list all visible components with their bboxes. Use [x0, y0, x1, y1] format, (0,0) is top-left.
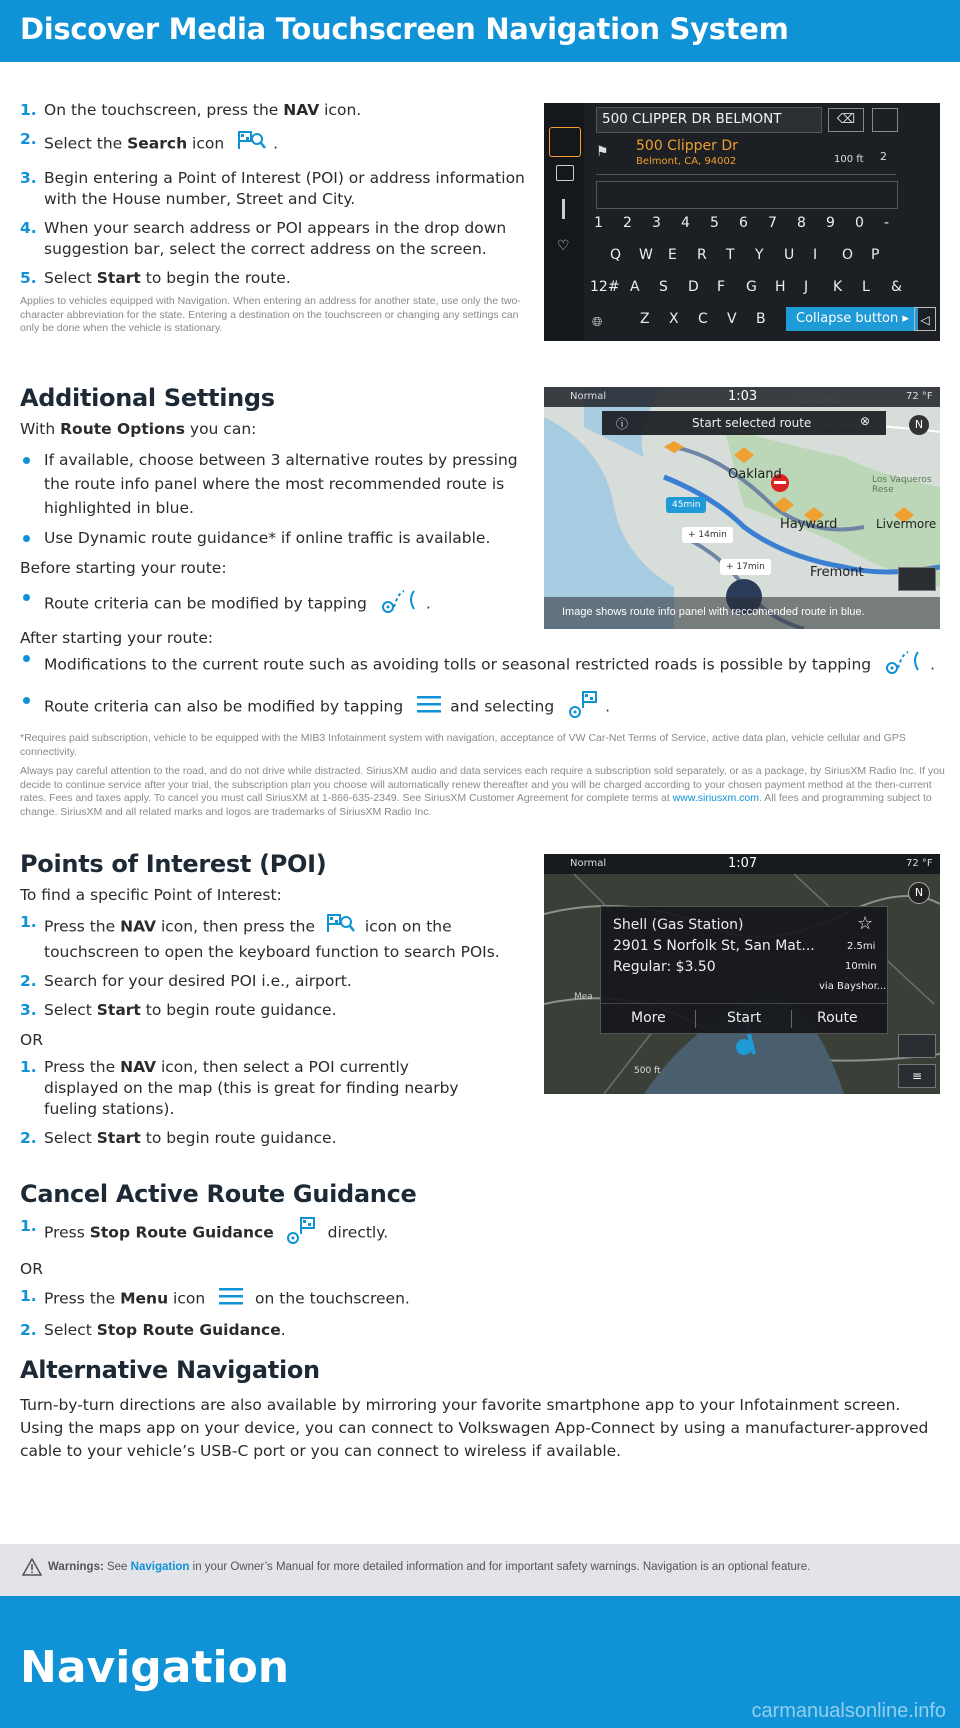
keyboard-key[interactable]: H [775, 279, 786, 295]
footnote-siriusxm: Always pay careful attention to the road, and do not drive while distracted. SiriusXM audio and data services each require a subscription sold separately, or as a package, by SiriusXM Radio Inc. If you decide to continue service after your trial, the subscription plan you choose will automatically renew thereafter and you will be charged according to your chosen payment method at the then-current rates. Fees and taxes apply. To cancel you must call SiriusXM at 1-866-635-2349. See SiriusXM Customer Agreement for complete terms at www.siriusxm.com. All fees and programming subject to change. SiriusXM and all related marks and logos are trademarks of SiriusXM Radio Inc. [20, 765, 945, 818]
poi-steps-list-alt [20, 1057, 510, 1149]
route-map-screenshot [544, 387, 940, 629]
keyboard-key[interactable]: Y [755, 247, 764, 263]
city-label: Fremont [810, 565, 864, 580]
cancel-route-section [20, 1180, 540, 1341]
keyboard-key[interactable]: 0 [855, 215, 864, 231]
keyboard-key[interactable]: Q [610, 247, 622, 263]
poi-intro: To find a specific Point of Interest: [20, 886, 282, 904]
suggestion-row[interactable]: ⚑ 500 Clipper Dr Belmont, CA, 94002 100 ft 2 [596, 136, 896, 175]
list-item: Modifications to the current route such as avoiding tolls or seasonal restricted roads is possible by tapping . [20, 648, 945, 682]
more-button[interactable]: More [631, 1010, 666, 1026]
route-button[interactable]: Route [817, 1010, 858, 1026]
list-item: 3. Select Start to begin route guidance. [20, 1001, 337, 1019]
cancel-steps-list [20, 1216, 540, 1250]
route-settings-button[interactable] [898, 1034, 936, 1058]
menu-icon [416, 694, 442, 720]
nav-steps-list [20, 100, 530, 289]
keyboard-key[interactable]: L [862, 279, 870, 295]
keyboard-key[interactable]: 1 [594, 215, 603, 231]
warning-icon [22, 1558, 42, 1580]
nav-search-icon[interactable] [549, 127, 581, 157]
empty-suggestion-field[interactable] [596, 181, 898, 209]
keyboard-key[interactable]: 8 [797, 215, 806, 231]
additional-settings-title: Additional Settings [20, 384, 275, 412]
keyboard-key[interactable]: 3 [652, 215, 661, 231]
cancel-route-title: Cancel Active Route Guidance [20, 1180, 417, 1208]
city-label: Los Vaqueros Rese [872, 475, 932, 495]
backspace-button[interactable]: ⌫ [828, 108, 864, 132]
cancel-steps-list-alt [20, 1286, 540, 1341]
keyboard-key[interactable]: S [659, 279, 668, 295]
keyboard-key[interactable]: 6 [739, 215, 748, 231]
collapse-arrow-icon[interactable]: ◁ [914, 307, 936, 331]
keyboard-key[interactable]: F [717, 279, 726, 295]
keyboard-key[interactable]: - [884, 215, 890, 231]
keyboard-key[interactable]: O [842, 247, 854, 263]
keyboard-key[interactable]: C [698, 311, 708, 327]
flag-icon: ⚑ [596, 144, 609, 160]
siriusxm-link[interactable]: www.siriusxm.com [672, 792, 760, 804]
route-time-badge[interactable]: + 14min [682, 527, 733, 543]
poi-section [20, 850, 510, 1149]
more-icon[interactable] [562, 199, 565, 219]
header-bar [0, 0, 960, 62]
compass-icon[interactable]: N [909, 415, 929, 435]
keyboard-key[interactable]: U [784, 247, 795, 263]
list-item: 1. Press Stop Route Guidance directly. [20, 1216, 540, 1250]
additional-settings-section [20, 384, 530, 649]
star-icon[interactable]: ☆ [857, 913, 874, 934]
after-route-list [20, 648, 945, 724]
poi-action-bar [601, 1003, 887, 1034]
menu-button[interactable]: ≡ [898, 1064, 936, 1088]
search-nav-icon [326, 912, 356, 942]
poi-title: Points of Interest (POI) [20, 850, 327, 878]
list-item: 2. Select Start to begin route guidance. [20, 1129, 337, 1147]
stop-route-icon [285, 1216, 317, 1250]
before-route-label: Before starting your route: [20, 559, 227, 577]
route-settings-icon [380, 587, 420, 621]
keyboard-key[interactable]: Z [640, 311, 650, 327]
city-label: Concord [796, 395, 838, 406]
status-bar: Normal 1:03 72 °F [544, 387, 940, 407]
footer-bar [0, 1596, 960, 1728]
city-label: Oakland [728, 467, 782, 482]
list-item: 1. Press the NAV icon, then select a POI currently displayed on the map (this is great for finding nearby fueling stations). [20, 1058, 459, 1118]
list-item: Use Dynamic route guidance* if online traffic is available. [20, 528, 530, 549]
list-item: Route criteria can be modified by tapping . [20, 587, 530, 621]
keyboard-key[interactable]: 4 [681, 215, 690, 231]
keyboard-key[interactable]: X [669, 311, 679, 327]
keyboard-key[interactable]: D [688, 279, 699, 295]
map-icon[interactable] [556, 165, 574, 181]
alternative-navigation-title: Alternative Navigation [20, 1356, 320, 1384]
keyboard-key[interactable]: R [697, 247, 707, 263]
or-label: OR [20, 1260, 43, 1278]
nav-note: Applies to vehicles equipped with Navigation. When entering an address for another state, use only the two-character abbreviation for the state. Entering a destination on the touchscreen or changing any settings can only be done when the vehicle is stationary. [20, 295, 521, 334]
keyboard-key[interactable]: K [833, 279, 843, 295]
start-selected-route-banner[interactable]: ⓘ Start selected route ⊗ [602, 411, 886, 435]
keyboard-key[interactable]: G [746, 279, 757, 295]
after-route-label: After starting your route: [20, 629, 214, 647]
keyboard-key[interactable]: 7 [768, 215, 777, 231]
route-time-badge[interactable]: + 17min [720, 559, 771, 575]
list-item: If available, choose between 3 alternative routes by pressing the route info panel where the most recommended route is highlighted in blue. [20, 448, 529, 520]
list-item: 1. Press the NAV icon, then press the icon on the touchscreen to open the keyboard function to search POIs. [20, 913, 500, 961]
alternative-navigation-body: Turn-by-turn directions are also available by mirroring your favorite smartphone app to your Infotainment screen. Using the maps app on your device, you can connect to Volkswagen App-Connect by using a manufacturer-approved cable to your vehicle’s USB-C port or you can connect to wireless if available. [20, 1396, 929, 1460]
list-item: 2. Select Stop Route Guidance. [20, 1321, 286, 1339]
watermark: carmanualsonline.info [751, 1700, 946, 1722]
search-keyboard-screenshot [544, 103, 940, 341]
route-options-intro: With Route Options you can: [20, 420, 257, 438]
poi-info-card[interactable]: Shell (Gas Station) ☆ 2901 S Norfolk St, San Mat... Regular: $3.50 2.5mi 10min via Bayshor... More Start Route [600, 906, 888, 1034]
keyboard-key[interactable]: 5 [710, 215, 719, 231]
split-view-button[interactable] [872, 108, 898, 132]
keyboard-key[interactable]: J [804, 279, 809, 295]
info-icon: ⓘ [616, 417, 629, 431]
start-button[interactable]: Start [727, 1010, 762, 1026]
list-item: 1. On the touchscreen, press the NAV icon. [20, 101, 362, 119]
list-item: 1. Press the Menu icon on the touchscreen. [20, 1286, 540, 1312]
keyboard-key[interactable]: 9 [826, 215, 835, 231]
keyboard-key[interactable]: I [813, 247, 818, 263]
before-route-list [20, 587, 530, 621]
list-item: 2. Select the Search icon . [20, 129, 530, 159]
place-label: Mea [574, 992, 593, 1002]
keyboard-key[interactable]: W [639, 247, 653, 263]
alternative-navigation-section [20, 1356, 940, 1463]
after-route-section [20, 648, 945, 819]
search-nav-icon [237, 129, 267, 159]
keyboard-key[interactable]: A [630, 279, 640, 295]
close-icon[interactable]: ⊗ [860, 414, 871, 428]
route-options-list [20, 448, 530, 549]
globe-icon[interactable]: 🌐︎ [592, 315, 603, 330]
keyboard-key[interactable]: B [756, 311, 766, 327]
keyboard-key[interactable]: 12# [590, 279, 620, 295]
keyboard-key[interactable]: E [668, 247, 677, 263]
keyboard-key[interactable]: P [871, 247, 880, 263]
keyboard-key[interactable]: 2 [623, 215, 632, 231]
nav-steps-section [20, 100, 530, 336]
poi-map-screenshot [544, 854, 940, 1094]
list-item: Route criteria can also be modified by tapping and selecting . [20, 690, 945, 724]
keyboard-key[interactable]: T [726, 247, 735, 263]
footnote-subscription: *Requires paid subscription, vehicle to be equipped with the MIB3 Infotainment system with navigation, acceptance of VW Car-Net Terms of Service, active data plan, vehicle cellular and GPS connectivity. [20, 732, 906, 758]
footer-title: Navigation [20, 1642, 290, 1693]
list-item: 5. Select Start to begin the route. [20, 269, 291, 287]
status-bar: Normal 1:07 72 °F [544, 854, 940, 874]
city-label: Hayward [780, 517, 838, 532]
page-title: Discover Media Touchscreen Navigation System [20, 12, 789, 46]
route-time-badge[interactable]: 45min [666, 497, 706, 513]
list-item: 3. Begin entering a Point of Interest (POI) or address information with the House number, Street and City. [20, 169, 525, 208]
or-label: OR [20, 1031, 43, 1049]
keyboard-key[interactable]: V [727, 311, 737, 327]
list-item: 2. Search for your desired POI i.e., airport. [20, 972, 352, 990]
navigation-link[interactable]: Navigation [130, 1561, 190, 1573]
list-item: 4. When your search address or POI appears in the drop down suggestion bar, select the correct address on the screen. [20, 219, 507, 258]
warning-bar [0, 1544, 960, 1596]
map-scale: 500 ft [634, 1066, 661, 1076]
collapse-button[interactable]: Collapse button ▸ [786, 307, 918, 331]
caption-bar: Image shows route info panel with reccomended route in blue. [544, 597, 940, 629]
menu-icon [218, 1286, 244, 1312]
compass-icon[interactable]: N [908, 882, 930, 904]
favorite-icon[interactable]: ♡ [557, 238, 570, 254]
search-input[interactable]: 500 CLIPPER DR BELMONT [596, 107, 822, 133]
warning-text: Warnings: See Navigation in your Owner’s Manual for more detailed information and for important safety warnings. Navigation is an optional feature. [48, 1561, 811, 1573]
screen-sidebar [544, 103, 584, 341]
stop-route-icon [567, 690, 599, 724]
route-settings-button[interactable] [898, 567, 936, 591]
keyboard-key[interactable]: & [891, 279, 902, 295]
route-settings-icon [884, 648, 924, 682]
city-label: Livermore [876, 517, 937, 531]
poi-steps-list [20, 912, 510, 1021]
